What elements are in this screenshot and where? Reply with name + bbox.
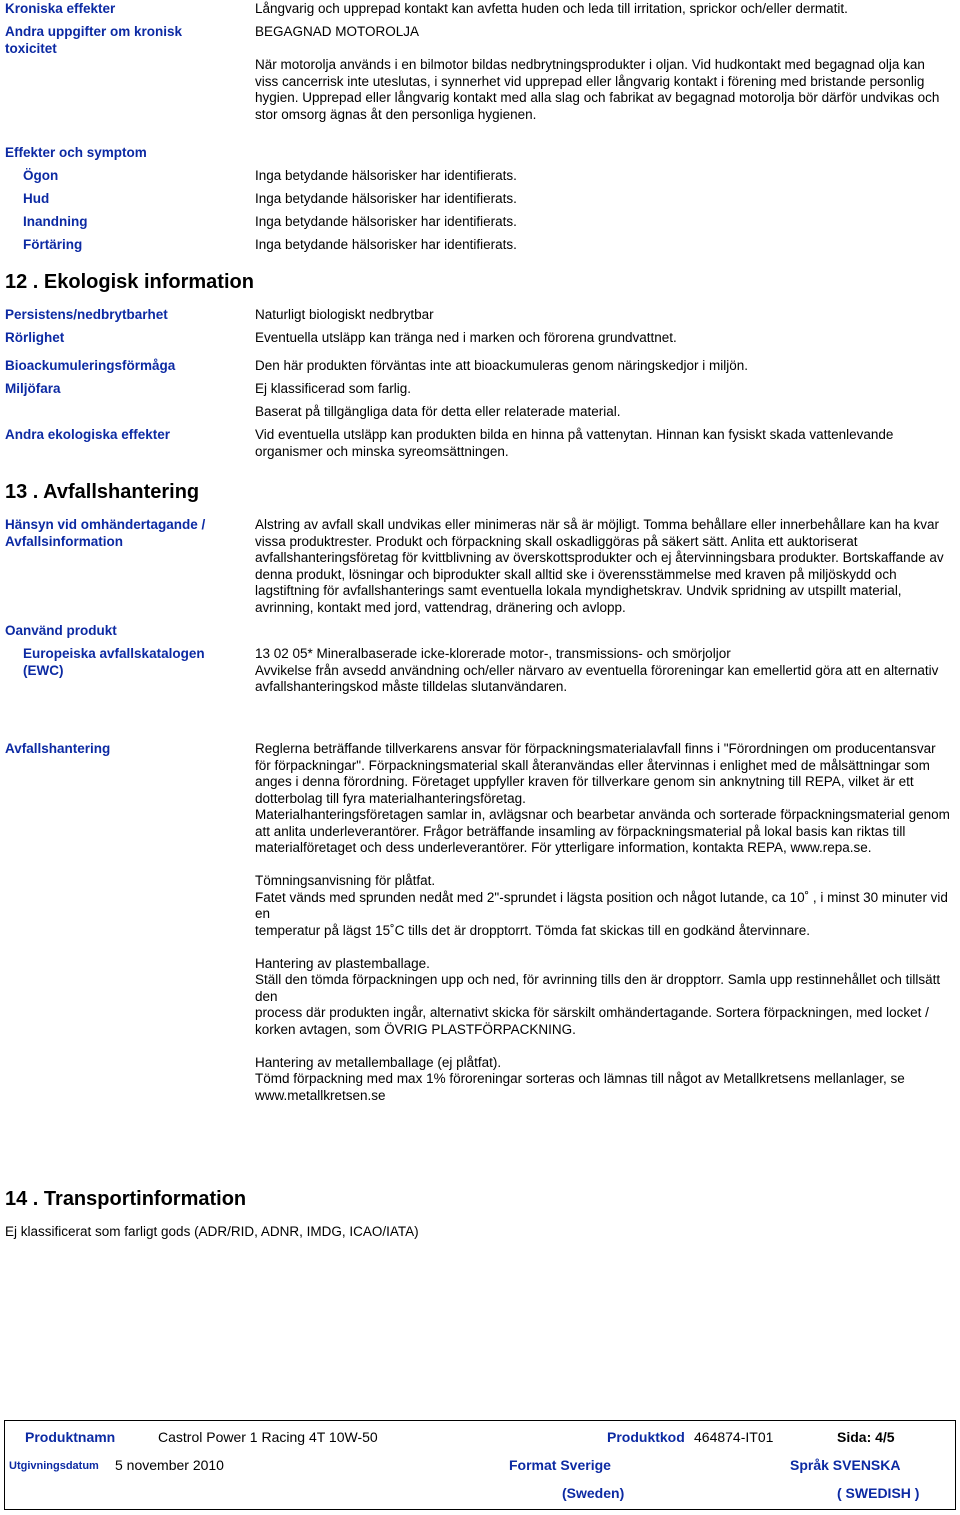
chronic-effects-label: Kroniska effekter <box>5 1 116 16</box>
issue-date-label: Utgivningsdatum <box>9 1460 99 1472</box>
format-country: (Sweden) <box>562 1485 625 1501</box>
product-code-label: Produktkod <box>607 1429 685 1445</box>
ewc-text <box>255 646 953 696</box>
env-hazard-basis: Baserat på tillgängliga data för detta eller relaterade material. <box>255 404 621 419</box>
mobility-value: Eventuella utsläpp kan tränga ned i marken och förorena grundvattnet. <box>255 330 677 345</box>
page-number: Sida: 4/5 <box>837 1429 895 1445</box>
section-14-title: 14 . Transportinformation <box>5 1188 247 1210</box>
skin-label: Hud <box>23 191 50 206</box>
language-label: Språk SVENSKA <box>790 1457 901 1473</box>
metallkretsen-link[interactable]: www.metallkretsen.se <box>255 1087 386 1103</box>
effects-label: Effekter och symptom <box>5 145 147 160</box>
format-label: Format Sverige <box>509 1457 611 1473</box>
ewc-code: 13 02 05* Mineralbaserade icke-klorerade motor-, transmissions- och smörjoljor <box>255 646 731 661</box>
persistence-value: Naturligt biologiskt nedbrytbar <box>255 307 434 322</box>
unused-product-label: Oanvänd produkt <box>5 623 117 638</box>
product-name-value: Castrol Power 1 Racing 4T 10W-50 <box>158 1429 378 1445</box>
other-eco-effects-value: Vid eventuella utsläpp kan produkten bilda en hinna på vattenytan. Hinnan kan fysiskt skada vattenlevande organismer och minska syreomsättningen. <box>255 427 894 459</box>
drum-emptying-heading: Tömningsanvisning för plåtfat. <box>255 873 436 888</box>
transport-text: Ej klassificerat som farligt gods (ADR/RID, ADNR, IMDG, ICAO/IATA) <box>5 1224 419 1239</box>
plastic-packaging-heading: Hantering av plastemballage. <box>255 955 430 971</box>
bioaccumulation-label: Bioackumuleringsförmåga <box>5 358 176 373</box>
producer-responsibility-text: Reglerna beträffande tillverkarens ansvar för förpackningsmaterialavfall finns i "Förordningen om producentansvar för förpackningar". Förpackningsmaterial skall återanvändas eller återvinnas i enlighet med de målsättningar som anges i denna förordning. Företaget uppfyller kraven för tillverkare genom sin anknytning till REPA, vilket är ett dotterbolag till fyra materialhanteringsföretag. <box>255 741 936 806</box>
drum-emptying-step-2: temperatur på lägst 15˚C tills det är dropptorrt. Tömda fat skickas till en godkänd återvinnare. <box>255 922 811 938</box>
plastic-packaging-step-3: korken avtagen, som ÖVRIG PLASTFÖRPACKNING. <box>255 1021 576 1037</box>
product-code-value: 464874-IT01 <box>694 1429 774 1445</box>
ingestion-value: Inga betydande hälsorisker har identifierats. <box>255 237 517 252</box>
ewc-label: Europeiska avfallskatalogen (EWC) <box>23 646 205 678</box>
document-footer <box>4 1420 956 1510</box>
eyes-value: Inga betydande hälsorisker har identifierats. <box>255 168 517 183</box>
chronic-other-text <box>255 24 945 123</box>
chronic-effects-text: Långvarig och upprepad kontakt kan avfetta huden och leda till irritation, sprickor och/eller dermatit. <box>255 1 848 16</box>
plastic-packaging-step-2: process där produkten ingår, alternativt skicka för särskilt omhändertagande. Sortera förpackningen, med locket / <box>255 1005 929 1020</box>
env-hazard-label: Miljöfara <box>5 381 61 396</box>
other-eco-effects-label: Andra ekologiska effekter <box>5 427 171 442</box>
mobility-label: Rörlighet <box>5 330 65 345</box>
eyes-label: Ögon <box>23 168 59 183</box>
env-hazard-value: Ej klassificerad som farlig. <box>255 381 412 396</box>
language-name: ( SWEDISH ) <box>837 1485 920 1501</box>
waste-handling-label: Avfallshantering <box>5 741 111 756</box>
used-oil-heading: BEGAGNAD MOTOROLJA <box>255 24 420 39</box>
disposal-considerations-text: Alstring av avfall skall undvikas eller minimeras när så är möjligt. Tomma behållare eller innerbehållare kan ha kvar vissa produktrester. Produkt och förpackning skall oskadliggöras på säkert sätt. Anlita ett auktoriserat avfallshanteringsföretag för kvittblivning av överskottsprodukter och ej återvinningsbara produkter. Bortskaffande av denna produkt, lösningar och biprodukter skall alltid ske i överensstämmelse med kraven på miljöskydd och lagstiftning för avfallshanterings samt eventuella lokala myndighetskrav. Undvik spridning av utspillt material, avrinning, kontakt med jord, vattendrag, dränering och avlopp. <box>255 517 944 615</box>
issue-date-value: 5 november 2010 <box>115 1457 224 1473</box>
used-oil-text: När motorolja används i en bilmotor bildas nedbrytningsprodukter i oljan. Vid hudkontakt med begagnad olja kan viss cancerrisk inte uteslutas, i synnerhet vid upprepad eller långvarig kontakt i förening med bristande personlig hygien. Upprepad eller långvarig kontakt med alla slag och fabrikat av begagnad motorolja bör därför undvikas och stor omsorg ägnas åt den personliga hygienen. <box>255 57 940 122</box>
disposal-considerations-label: Hänsyn vid omhändertagande / Avfallsinformation <box>5 517 206 549</box>
metal-packaging-text: Tömd förpackning med max 1% föroreningar sorteras och lämnas till något av Metallkretsens mellanlager, se <box>255 1071 905 1086</box>
ingestion-label: Förtäring <box>23 237 83 252</box>
waste-handling-text <box>255 741 955 1104</box>
bioaccumulation-value: Den här produkten förväntas inte att bioackumuleras genom näringskedjor i miljön. <box>255 358 749 373</box>
ewc-note: Avvikelse från avsedd användning och/eller närvaro av eventuella föroreningar kan emellertid göra att en alternativ avfallshanteringskod måste tilldelas slutanvändaren. <box>255 662 939 694</box>
section-12-title: 12 . Ekologisk information <box>5 271 254 293</box>
plastic-packaging-step-1: Ställ den tömda förpackningen upp och ned, för avrinning tills den är dropptorr. Samla upp restinnehållet och tillsätt den <box>255 972 941 1004</box>
section-13-title: 13 . Avfallshantering <box>5 481 200 503</box>
drum-emptying-step-1: Fatet vänds med sprunden nedåt med 2"-sprundet i lägsta position och något lutande, ca 10˚ , i minst 30 minuter vid en <box>255 889 948 921</box>
repa-info-text: Materialhanteringsföretagen samlar in, avlägsnar och bearbetar använda och sorterade förpackningsmaterial genom att anlita underleverantörer. Frågor beträffande insamling av förpackningsmaterial på lokal basis kan riktas till materialföretaget och dess underleverantörer. För ytterligare information, kontakta REPA, www.repa.se. <box>255 807 950 855</box>
chronic-other-label: Andra uppgifter om kronisk toxicitet <box>5 24 183 56</box>
skin-value: Inga betydande hälsorisker har identifierats. <box>255 191 517 206</box>
inhalation-value: Inga betydande hälsorisker har identifierats. <box>255 214 517 229</box>
product-name-label: Produktnamn <box>25 1429 116 1445</box>
metal-packaging-heading: Hantering av metallemballage (ej plåtfat). <box>255 1054 502 1070</box>
inhalation-label: Inandning <box>23 214 88 229</box>
persistence-label: Persistens/nedbrytbarhet <box>5 307 168 322</box>
